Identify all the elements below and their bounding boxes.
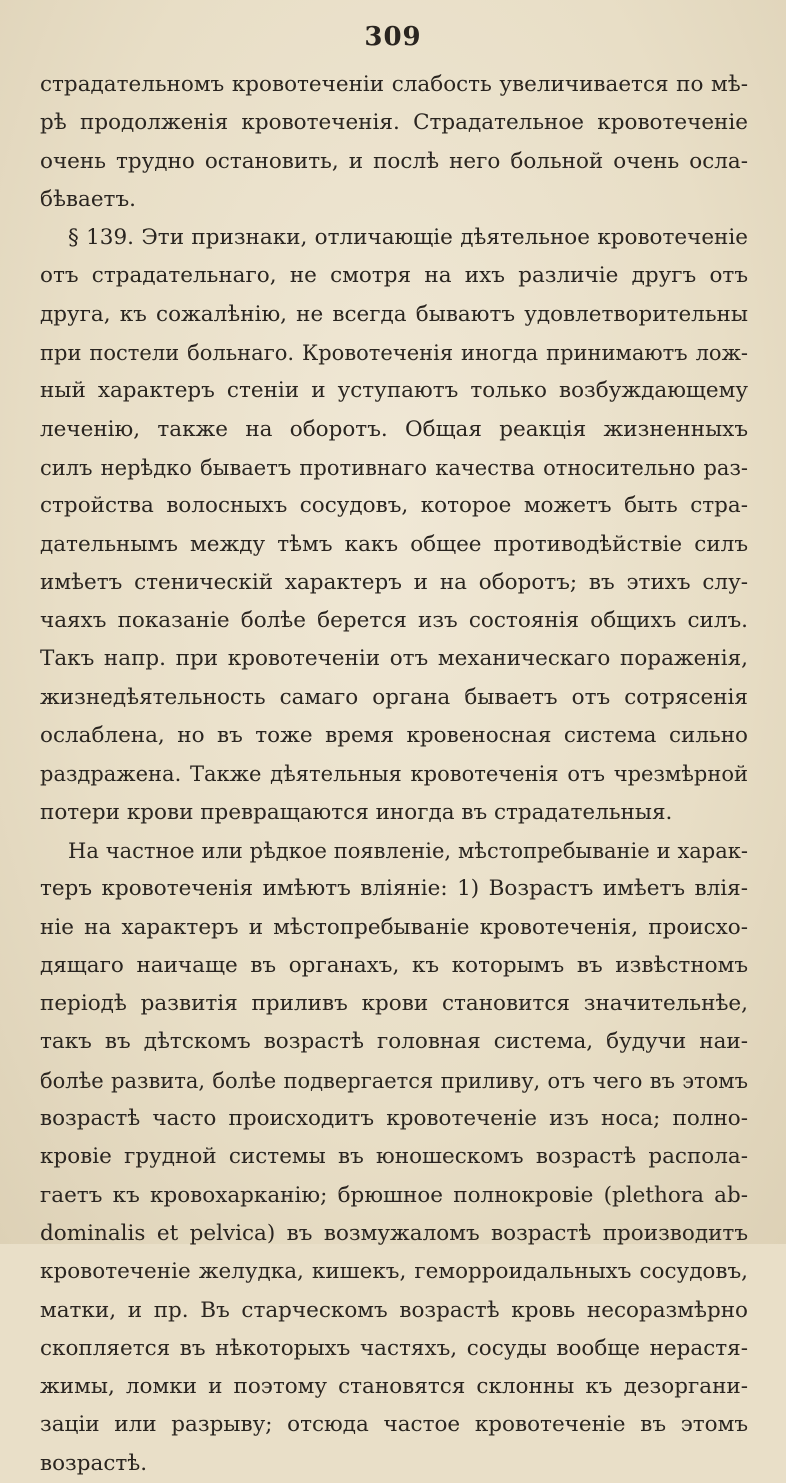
- text-line: скопляется въ нѣкоторыхъ частяхъ, сосуды вообще нерастя-: [40, 1335, 748, 1361]
- text-line: dominalis et pelvica) въ возмужаломъ возрастѣ производитъ: [40, 1220, 748, 1246]
- text-line: дящаго наичаще въ органахъ, къ которымъ въ извѣстномъ: [40, 952, 748, 978]
- text-line: періодѣ развитія приливъ крови становится значительнѣе,: [40, 991, 748, 1017]
- text-line: § 139. Эти признаки, отличающіе дѣятельное кровотеченіе: [68, 225, 748, 251]
- text-line: кровіе грудной системы въ юношескомъ возрастѣ распола-: [40, 1144, 748, 1170]
- text-line: болѣе развита, болѣе подвергается приливу, отъ чего въ этомъ: [40, 1068, 748, 1093]
- text-line: такъ въ дѣтскомъ возрастѣ головная система, будучи наи-: [40, 1029, 748, 1055]
- text-line: заціи или разрыву; отсюда частое кровотеченіе въ этомъ: [40, 1412, 748, 1438]
- text-line: возрастѣ.: [40, 1450, 148, 1476]
- text-line: жимы, ломки и поэтому становятся склонны къ дезоргани-: [40, 1374, 748, 1400]
- text-line: ослаблена, но въ тоже время кровеносная система сильно: [40, 723, 748, 749]
- text-line: гаетъ къ кровохарканію; брюшное полнокровіе (plethora ab-: [40, 1182, 748, 1208]
- text-line: ный характеръ стеніи и уступаютъ только возбуждающему: [40, 378, 748, 404]
- text-line: при постели больнаго. Кровотеченія иногда принимаютъ лож-: [40, 341, 748, 366]
- text-line: ніе на характеръ и мѣстопребываніе кровотеченія, происхо-: [40, 914, 748, 940]
- page-number: 309: [364, 22, 422, 52]
- text-line: имѣетъ стеническій характеръ и на оборотъ; въ этихъ слу-: [40, 569, 748, 595]
- text-line: возрастѣ часто происходитъ кровотеченіе изъ носа; полно-: [40, 1106, 748, 1132]
- text-line: стройства волосныхъ сосудовъ, которое можетъ быть стра-: [40, 493, 748, 519]
- text-line: жизнедѣятельность самаго органа бываетъ отъ сотрясенія: [40, 684, 748, 710]
- text-line: бѣваетъ.: [40, 186, 136, 212]
- text-line: раздражена. Также дѣятельныя кровотеченія отъ чрезмѣрной: [40, 762, 748, 787]
- text-line: чаяхъ показаніе болѣе берется изъ состоянія общихъ силъ.: [40, 608, 748, 634]
- text-line: силъ нерѣдко бываетъ противнаго качества относительно раз-: [40, 455, 748, 480]
- text-line: страдательномъ кровотеченіи слабость увеличивается по мѣ-: [40, 72, 748, 97]
- body-text: [40, 66, 748, 1483]
- text-line: На частное или рѣдкое появленіе, мѣстопребываніе и харак-: [68, 838, 748, 863]
- text-line: леченію, также на оборотъ. Общая реакція жизненныхъ: [40, 416, 748, 442]
- text-line: потери крови превращаются иногда въ страдательныя.: [40, 799, 673, 825]
- text-line: очень трудно остановить, и послѣ него больной очень осла-: [40, 148, 748, 174]
- text-line: Такъ напр. при кровотеченіи отъ механическаго пораженія,: [40, 646, 748, 672]
- text-line: дательнымъ между тѣмъ какъ общее противодѣйствіе силъ: [40, 531, 748, 557]
- text-line: кровотеченіе желудка, кишекъ, геморроидальныхъ сосудовъ,: [40, 1259, 748, 1285]
- text-line: рѣ продолженія кровотеченія. Страдательное кровотеченіе: [40, 110, 748, 136]
- text-line: друга, къ сожалѣнію, не всегда бываютъ удовлетворительны: [40, 301, 748, 327]
- text-line: теръ кровотеченія имѣютъ вліяніе: 1) Возрастъ имѣетъ влія-: [40, 876, 748, 902]
- text-line: отъ страдательнаго, не смотря на ихъ различіе другъ отъ: [40, 263, 748, 289]
- text-line: матки, и пр. Въ старческомъ возрастѣ кровь несоразмѣрно: [40, 1297, 748, 1323]
